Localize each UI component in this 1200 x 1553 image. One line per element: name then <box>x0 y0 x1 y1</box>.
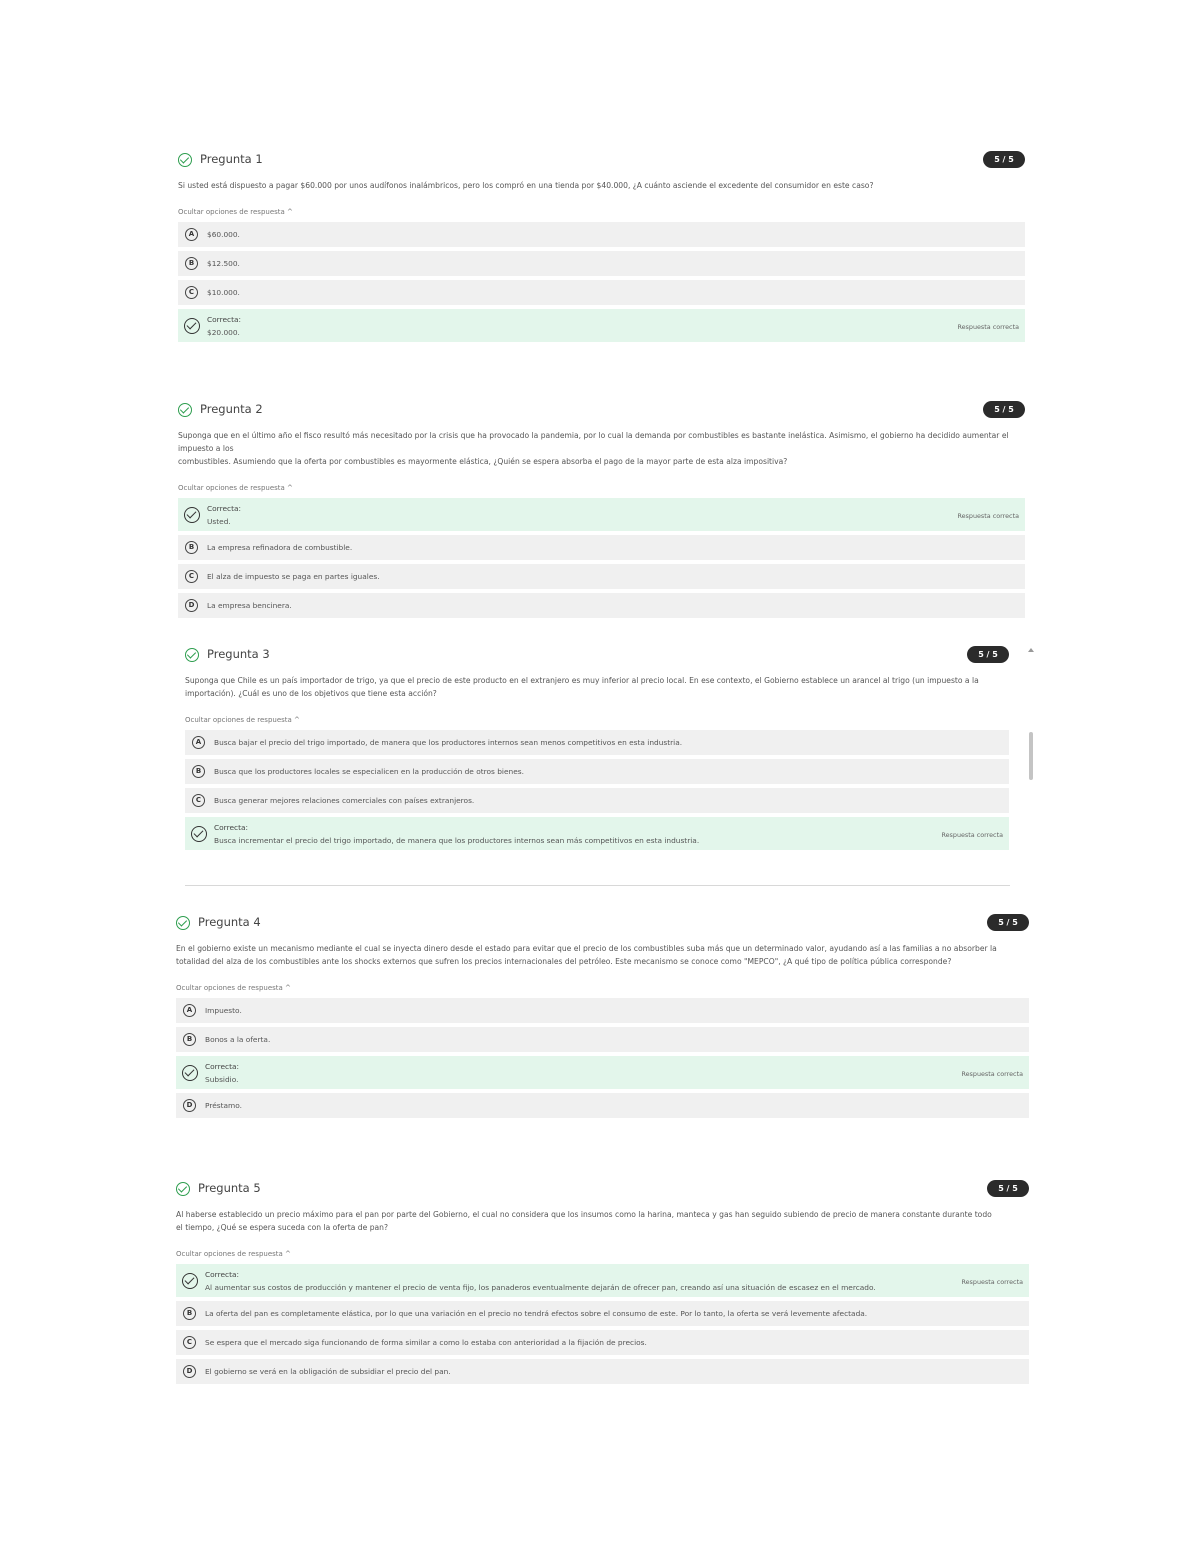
score-badge: 5 / 5 <box>967 646 1009 663</box>
question-text <box>185 674 1009 700</box>
answer-option <box>178 564 1025 589</box>
option-text: Busca incrementar el precio del trigo importado, de manera que los productores internos sean más competitivos en esta industria. <box>214 836 700 845</box>
check-circle-icon <box>184 318 200 334</box>
hide-options-toggle[interactable]: Ocultar opciones de respuesta ^ <box>176 984 291 992</box>
option-text: $10.000. <box>207 288 240 297</box>
option-letter: A <box>192 736 205 749</box>
question-header <box>178 401 1025 423</box>
answer-option <box>178 535 1025 560</box>
question-title: Pregunta 4 <box>198 915 261 929</box>
question-title: Pregunta 1 <box>200 152 263 166</box>
answer-option <box>176 1330 1029 1355</box>
option-text: Busca bajar el precio del trigo importado, de manera que los productores internos sean menos competitivos en esta industria. <box>214 738 683 747</box>
correct-answer-tag: Respuesta correcta <box>941 831 1003 839</box>
score-badge: 5 / 5 <box>983 151 1025 168</box>
question-card <box>178 151 1025 346</box>
option-letter: B <box>185 257 198 270</box>
question-text <box>178 179 1025 192</box>
option-text: El alza de impuesto se paga en partes iguales. <box>207 572 380 581</box>
question-text-line: el tiempo, ¿Qué se espera suceda con la oferta de pan? <box>176 1223 389 1232</box>
question-title: Pregunta 3 <box>207 647 270 661</box>
hide-options-toggle[interactable]: Ocultar opciones de respuesta ^ <box>178 484 293 492</box>
answer-option <box>185 788 1009 813</box>
score-badge: 5 / 5 <box>987 914 1029 931</box>
question-text-line: Al haberse establecido un precio máximo para el pan por parte del Gobierno, el cual no considera que los insumos como la harina, manteca y gas han seguido subiendo de precio de manera constante durante todo <box>176 1210 992 1219</box>
hide-options-toggle[interactable]: Ocultar opciones de respuesta ^ <box>176 1250 291 1258</box>
option-text: Impuesto. <box>205 1006 242 1015</box>
option-text: La empresa bencinera. <box>207 601 292 610</box>
check-circle-icon <box>185 648 199 662</box>
question-text-line: Si usted está dispuesto a pagar $60.000 por unos audífonos inalámbricos, pero los compró en una tienda por $40.000, ¿A cuánto asciende el excedente del consumidor en este caso? <box>178 181 874 190</box>
option-letter: B <box>183 1033 196 1046</box>
question-text-line: importación). ¿Cuál es uno de los objetivos que tiene esta acción? <box>185 689 437 698</box>
option-text: La empresa refinadora de combustible. <box>207 543 353 552</box>
correct-label: Correcta: <box>207 315 241 324</box>
question-text <box>176 1208 1029 1234</box>
option-text: El gobierno se verá en la obligación de subsidiar el precio del pan. <box>205 1367 451 1376</box>
option-letter: D <box>185 599 198 612</box>
correct-answer-option <box>176 1264 1029 1297</box>
check-circle-icon <box>182 1273 198 1289</box>
question-text <box>178 429 1025 468</box>
question-text <box>176 942 1029 968</box>
question-text-line: Suponga que Chile es un país importador de trigo, ya que el precio de este producto en el extranjero es muy inferior al precio local. En ese contexto, el Gobierno establece un arancel al trigo (un impuesto a la <box>185 676 979 685</box>
answer-option <box>178 280 1025 305</box>
answer-option <box>176 998 1029 1023</box>
answer-option <box>176 1359 1029 1384</box>
option-text: $20.000. <box>207 328 240 337</box>
question-header <box>185 646 1009 668</box>
answer-option <box>178 251 1025 276</box>
question-header <box>178 151 1025 173</box>
correct-answer-tag: Respuesta correcta <box>957 323 1019 331</box>
option-letter: B <box>183 1307 196 1320</box>
hide-options-toggle[interactable]: Ocultar opciones de respuesta ^ <box>178 208 293 216</box>
answer-option <box>176 1301 1029 1326</box>
question-header <box>176 914 1029 936</box>
correct-label: Correcta: <box>205 1062 239 1071</box>
correct-answer-option <box>176 1056 1029 1089</box>
option-letter: A <box>183 1004 196 1017</box>
answer-option <box>178 593 1025 618</box>
scrollbar[interactable] <box>1028 648 1034 886</box>
correct-answer-option <box>178 309 1025 342</box>
option-text: Usted. <box>207 517 231 526</box>
question-card <box>178 401 1025 622</box>
correct-answer-tag: Respuesta correcta <box>957 512 1019 520</box>
question-card <box>185 646 1009 854</box>
option-text: $60.000. <box>207 230 240 239</box>
question-text-line: totalidad del alza de los combustibles ante los shocks externos que sufren los precios internacionales del petróleo. Este mecanismo se conoce como "MEPCO", ¿A qué tipo de política pública corresponde? <box>176 957 952 966</box>
correct-answer-tag: Respuesta correcta <box>961 1070 1023 1078</box>
option-letter: A <box>185 228 198 241</box>
frame-divider <box>185 885 1010 886</box>
option-letter: B <box>192 765 205 778</box>
correct-label: Correcta: <box>205 1270 239 1279</box>
option-text: Se espera que el mercado siga funcionando de forma similar a como lo estaba con anterioridad a la fijación de precios. <box>205 1338 647 1347</box>
question-header <box>176 1180 1029 1202</box>
option-text: Busca generar mejores relaciones comerciales con países extranjeros. <box>214 796 475 805</box>
answer-option <box>176 1093 1029 1118</box>
option-letter: B <box>185 541 198 554</box>
answer-option <box>185 730 1009 755</box>
question-text-line: combustibles. Asumiendo que la oferta por combustibles es mayormente elástica, ¿Quién se espera absorba el pago de la mayor parte de esta alza impositiva? <box>178 457 788 466</box>
option-letter: D <box>183 1099 196 1112</box>
option-text: Subsidio. <box>205 1075 239 1084</box>
check-circle-icon <box>176 1182 190 1196</box>
option-letter: C <box>185 570 198 583</box>
option-letter: C <box>192 794 205 807</box>
answer-option <box>178 222 1025 247</box>
option-text: Al aumentar sus costos de producción y mantener el precio de venta fijo, los panaderos eventualmente dejarán de ofrecer pan, creando así una situación de escasez en el mercado. <box>205 1283 876 1292</box>
hide-options-toggle[interactable]: Ocultar opciones de respuesta ^ <box>185 716 300 724</box>
check-circle-icon <box>184 507 200 523</box>
check-circle-icon <box>176 916 190 930</box>
option-text: $12.500. <box>207 259 240 268</box>
answer-option <box>185 759 1009 784</box>
correct-answer-option <box>185 817 1009 850</box>
check-circle-icon <box>178 153 192 167</box>
option-text: Préstamo. <box>205 1101 242 1110</box>
score-badge: 5 / 5 <box>983 401 1025 418</box>
scroll-up-arrow-icon[interactable] <box>1028 648 1034 652</box>
question-card <box>176 1180 1029 1388</box>
check-circle-icon <box>182 1065 198 1081</box>
question-card <box>176 914 1029 1122</box>
question-text-line: Suponga que en el último año el fisco resultó más necesitado por la crisis que ha provocado la pandemia, por lo cual la demanda por combustibles es bastante inelástica. Asimismo, el gobierno ha decidido aumentar el impuesto a los <box>178 431 1009 453</box>
option-letter: C <box>183 1336 196 1349</box>
option-text: Busca que los productores locales se especialicen en la producción de otros bienes. <box>214 767 524 776</box>
check-circle-icon <box>191 826 207 842</box>
scrollbar-thumb[interactable] <box>1029 732 1033 780</box>
check-circle-icon <box>178 403 192 417</box>
option-text: Bonos a la oferta. <box>205 1035 271 1044</box>
option-text: La oferta del pan es completamente elástica, por lo que una variación en el precio no tendrá efectos sobre el consumo de este. Por lo tanto, la oferta se verá levemente afectada. <box>205 1309 868 1318</box>
correct-answer-option <box>178 498 1025 531</box>
option-letter: C <box>185 286 198 299</box>
question-title: Pregunta 2 <box>200 402 263 416</box>
correct-label: Correcta: <box>207 504 241 513</box>
option-letter: D <box>183 1365 196 1378</box>
answer-option <box>176 1027 1029 1052</box>
question-title: Pregunta 5 <box>198 1181 261 1195</box>
correct-label: Correcta: <box>214 823 248 832</box>
question-text-line: En el gobierno existe un mecanismo mediante el cual se inyecta dinero desde el estado para evitar que el precio de los combustibles suba más que un determinado valor, ayudando así a las familias a no absorber la <box>176 944 997 953</box>
score-badge: 5 / 5 <box>987 1180 1029 1197</box>
correct-answer-tag: Respuesta correcta <box>961 1278 1023 1286</box>
